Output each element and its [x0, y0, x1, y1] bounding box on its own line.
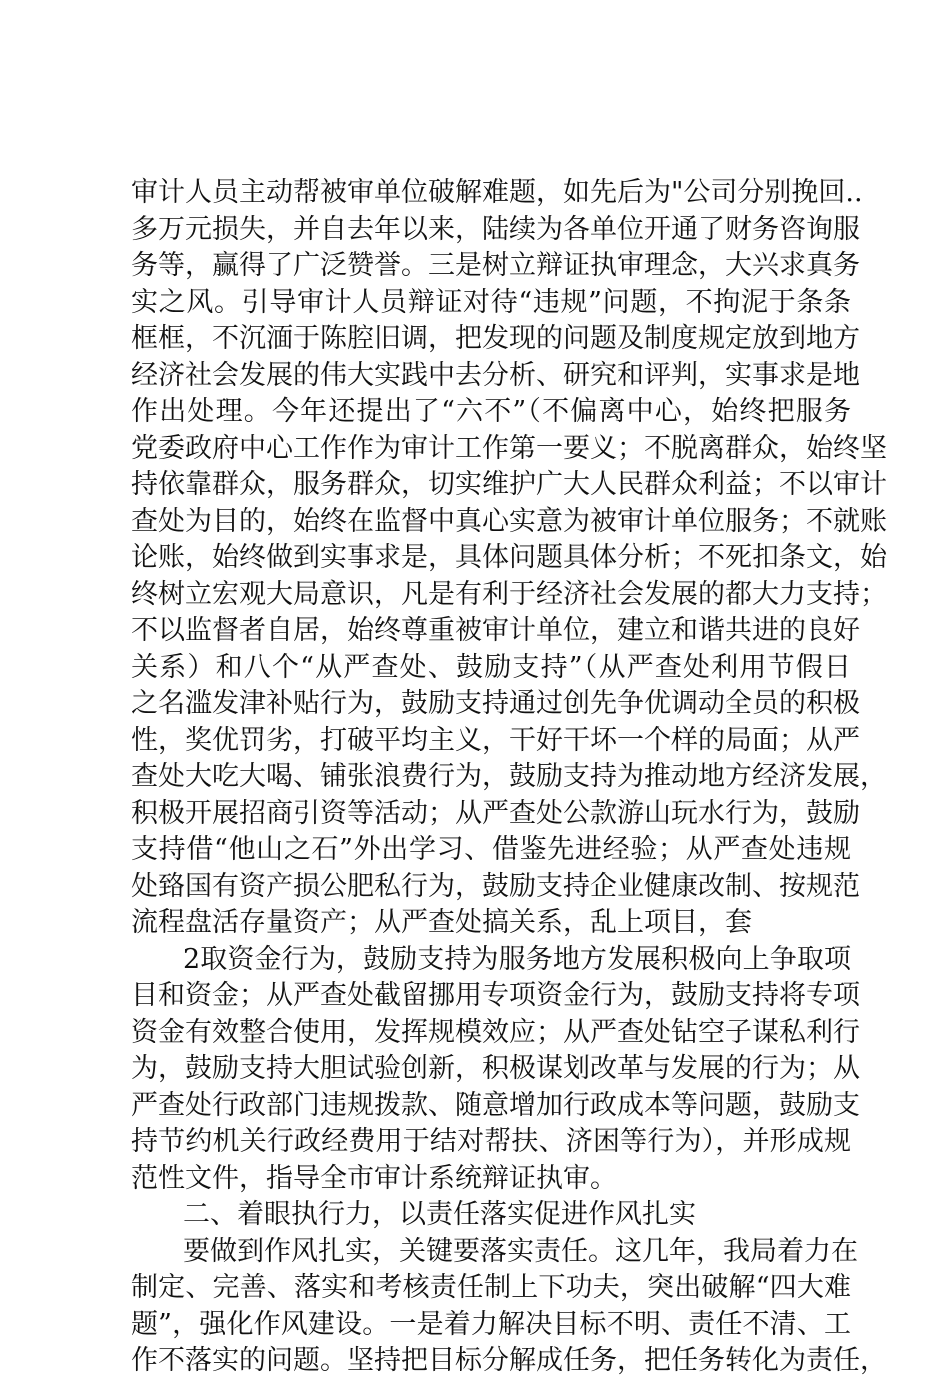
text-line: 不以监督者自居，始终尊重被审计单位，建立和谐共进的良好	[131, 615, 860, 646]
text-line: 党委政府中心工作作为审计工作第一要义；不脱离群众，始终坚	[131, 432, 887, 464]
text-line: 终树立宏观大局意识，凡是有利于经济社会发展的都大力支持；	[131, 578, 887, 610]
text-line: 处臵国有资产损公肥私行为，鼓励支持企业健康改制、按规范	[131, 870, 860, 902]
text-line: 支持借“他山之石”外出学习、借鉴先进经验；从严查处违规	[131, 834, 851, 865]
text-line: 务等，赢得了广泛赞誉。三是树立辩证执审理念，大兴求真务	[131, 250, 860, 281]
text-line: 持依靠群众，服务群众，切实维护广大人民群众利益；不以审计	[131, 469, 887, 500]
text-line: 资金有效整合使用，发挥规模效应；从严查处钻空子谋私利行	[131, 1016, 860, 1048]
section-heading: 二、着眼执行力，以责任落实促进作风扎实	[183, 1199, 696, 1230]
text-line: 实之风。引导审计人员辩证对待“违规”问题，不拘泥于条条	[131, 286, 851, 318]
text-line: 作出处理。今年还提出了“六不”（不偏离中心，始终把服务	[131, 396, 851, 427]
text-line: 多万元损失，并自去年以来，陆续为各单位开通了财务咨询服	[131, 213, 860, 245]
body-text	[131, 175, 887, 1380]
text-line: 经济社会发展的伟大实践中去分析、研究和评判，实事求是地	[131, 359, 860, 391]
paragraph-start-line: 2取资金行为，鼓励支持为服务地方发展积极向上争取项	[183, 943, 851, 975]
paragraph-start-line: 要做到作风扎实，关键要落实责任。这几年，我局着力在	[183, 1235, 858, 1267]
text-line: 审计人员主动帮被审单位破解难题，如先后为"公司分别挽回..	[131, 177, 863, 208]
text-line: 关系）和八个“从严查处、鼓励支持”（从严查处利用节假日	[131, 651, 851, 683]
text-line: 制定、完善、落实和考核责任制上下功夫，突出破解“四大难	[131, 1272, 851, 1303]
text-line: 题”，强化作风建设。一是着力解决目标不明、责任不清、工	[131, 1308, 851, 1340]
text-line: 积极开展招商引资等活动；从严查处公款游山玩水行为，鼓励	[131, 797, 860, 829]
text-line: 持节约机关行政经费用于结对帮扶、济困等行为），并形成规	[131, 1126, 851, 1157]
text-line: 作不落实的问题。坚持把目标分解成任务，把任务转化为责任，	[131, 1345, 887, 1376]
text-line: 范性文件，指导全市审计系统辩证执审。	[131, 1162, 617, 1194]
text-line: 框框，不沉湎于陈腔旧调，把发现的问题及制度规定放到地方	[131, 323, 860, 354]
text-line: 查处为目的，始终在监督中真心实意为被审计单位服务；不就账	[131, 505, 887, 537]
text-line: 性，奖优罚劣，打破平均主义，干好干坏一个样的局面；从严	[131, 724, 860, 756]
text-line: 目和资金；从严查处截留挪用专项资金行为，鼓励支持将专项	[131, 980, 860, 1011]
text-line: 论账，始终做到实事求是，具体问题具体分析；不死扣条文，始	[131, 542, 887, 573]
text-line: 为，鼓励支持大胆试验创新，积极谋划改革与发展的行为；从	[131, 1053, 860, 1084]
text-line: 之名滥发津补贴行为，鼓励支持通过创先争优调动全员的积极	[131, 688, 860, 719]
text-line: 流程盘活存量资产；从严查处搞关系，乱上项目，套	[131, 907, 752, 938]
text-line: 严查处行政部门违规拨款、随意增加行政成本等问题，鼓励支	[131, 1089, 860, 1121]
text-line: 查处大吃大喝、铺张浪费行为，鼓励支持为推动地方经济发展，	[131, 761, 887, 792]
